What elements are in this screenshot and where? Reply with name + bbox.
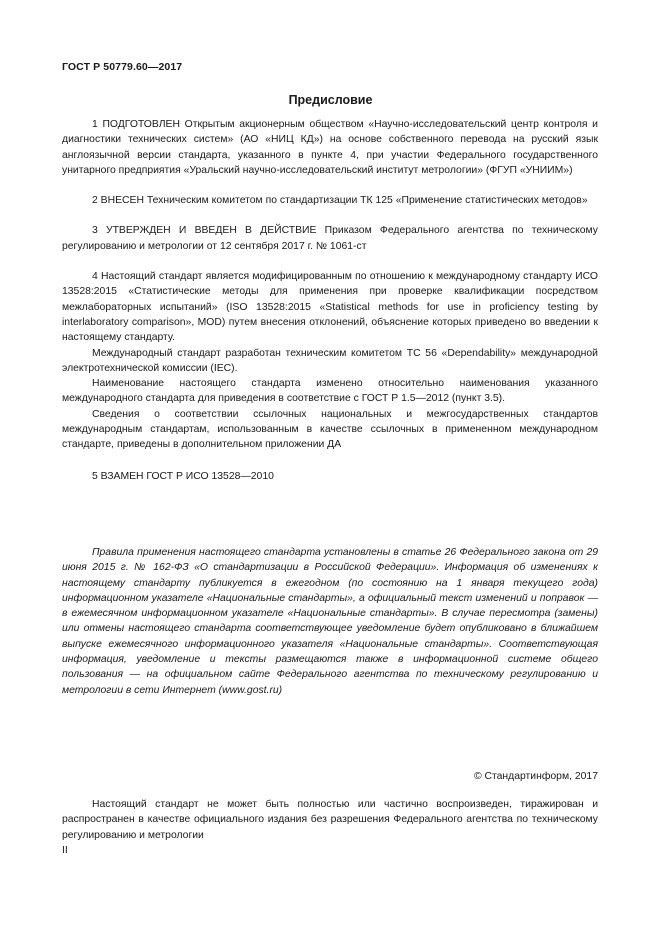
section-4-paragraph: Международный стандарт разработан техническим комитетом ТС 56 «Dependability» международной электротехнической комиссии (IEC). [62,347,598,374]
section-2-paragraph: 2 ВНЕСЕН Техническим комитетом по стандартизации ТК 125 «Применение статистических методов» [92,195,588,207]
foreword-body [62,117,598,484]
page-title: Предисловие [288,93,373,107]
section-gap [62,178,598,193]
reproduction-notice [62,797,598,843]
section-gap [62,208,598,223]
section-3-paragraph: 3 УТВЕРЖДЕН И ВВЕДЕН В ДЕЙСТВИЕ Приказом Федерального агентства по техническому регулированию и метрологии от 12 сентября 2017 г. № 1061-ст [62,225,598,252]
document-code-header: ГОСТ Р 50779.60—2017 [62,61,183,73]
copyright-line: © Стандартинформ, 2017 [473,771,598,782]
section-4-paragraph: 4 Настоящий стандарт является модифицированным по отношению к международному стандарту ИСО 13528:2015 «Статистические методы для применения при проверке квалификации посредством межлабораторных испытаний» (ISO 13528:2015 «Statistical methods for use in proficiency testing by interlaboratory comparison», MOD) путем внесения отклонений, объяснение которых приведено во введении к настоящему стандарту. [62,271,598,344]
section-gap [62,254,598,269]
section-4-paragraph: Наименование настоящего стандарта изменено относительно наименования указанного международного стандарта для приведения в соответствие с ГОСТ Р 1.5—2012 (пункт 3.5). [62,378,598,405]
rules-notice-text: Правила применения настоящего стандарта установлены в статье 26 Федерального закона от 29 июня 2015 г. № 162-ФЗ «О стандартизации в Российской Федерации». Информация об изменениях к настоящему стандарту публикуется в ежегодном (по состоянию на 1 января текущего года) информационном указателе «Национальные стандарты», а официальный текст изменений и поправок — в ежемесячном информационном указателе «Национальные стандарты». В случае пересмотра (замены) или отмены настоящего стандарта соответствующее уведомление будет опубликовано в ближайшем выпуске ежемесячного информационного указателя «Национальные стандарты». Соответствующая информация, уведомление и тексты размещаются также в информационной системе общего пользования — на официальном сайте Федерального агентства по техническому регулированию и метрологии в сети Интернет (www.gost.ru) [62,547,598,696]
rules-notice [62,545,598,698]
section-4-paragraph: Сведения о соответствии ссылочных национальных и межгосударственных стандартов международным стандартам, использованным в качестве ссылочных в примененном международном стандарте, приведены в дополнительном приложении ДА [62,408,598,451]
section-gap [62,453,598,469]
section-5-paragraph: 5 ВЗАМЕН ГОСТ Р ИСО 13528—2010 [92,470,274,482]
page-number: II [62,845,68,856]
section-1-paragraph: 1 ПОДГОТОВЛЕН Открытым акционерным обществом «Научно-исследовательский центр контроля и диагностики технических систем» (АО «НИЦ КД») на основе собственного перевода на русский язык англоязычной версии стандарта, указанного в пункте 4, при участии Федерального государственного унитарного предприятия «Уральский научно-исследовательский институт метрологии» (ФГУП «УНИИМ») [62,119,598,176]
reproduction-notice-text: Настоящий стандарт не может быть полностью или частично воспроизведен, тиражирован и распространен в качестве официального издания без разрешения Федерального агентства по техническому регулированию и метрологии [62,799,598,841]
